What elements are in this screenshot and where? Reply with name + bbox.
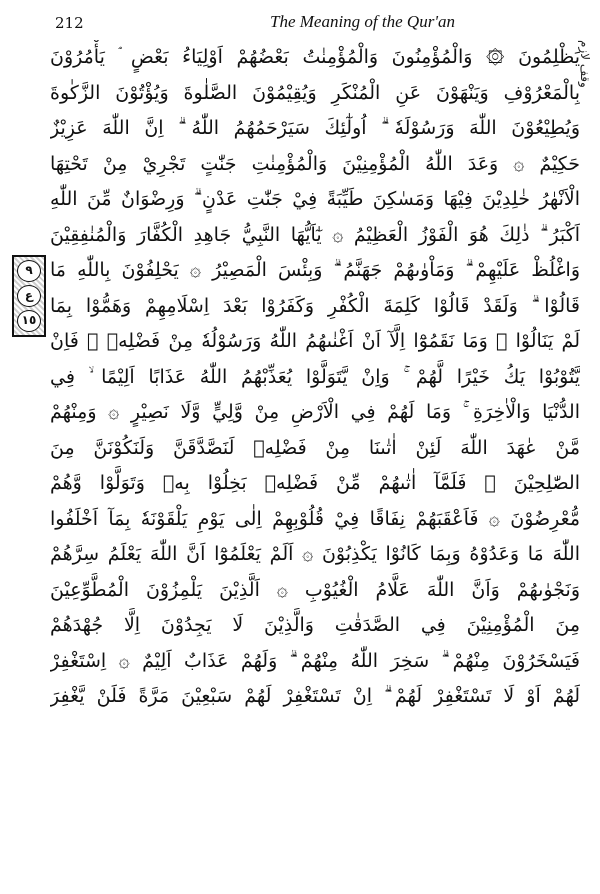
text-line: وَنَجْوٰىهُمْ وَاَنَّ اللّٰهَ عَلَّامُ الْغُيُوْبِ ۞ اَلَّذِيْنَ يَلْمِزُوْنَ الْمُطَّوِّعِيْنَ — [50, 578, 580, 601]
arabic-text-block — [50, 40, 580, 715]
page-number: 212 — [55, 14, 84, 32]
ruku-marker-verse-count: ٩ — [17, 260, 41, 282]
text-line: حَكِيْمٌ ۞ وَعَدَ اللّٰهُ الْمُؤْمِنِيْنَ وَالْمُؤْمِنٰتِ جَنّٰتٍ تَجْرِيْ مِنْ تَحْتِهَا — [50, 152, 580, 175]
text-line: اللّٰهَ مَا وَعَدُوْهُ وَبِمَا كَانُوْا يَكْذِبُوْنَ ۞ اَلَمْ يَعْلَمُوْٓا اَنَّ اللّٰهَ يَعْلَمُ سِرَّهُمْ — [50, 543, 580, 565]
text-line: الْاَنْهٰرُ خٰلِدِيْنَ فِيْهَا وَمَسٰكِنَ طَيِّبَةً فِيْ جَنّٰتِ عَدْنٍ ۗ وَرِضْوَانٌ مِّنَ اللّٰهِ — [50, 188, 580, 210]
text-line: مُّعْرِضُوْنَ ۞ فَاَعْقَبَهُمْ نِفَاقًا فِيْ قُلُوْبِهِمْ اِلٰى يَوْمِ يَلْقَوْنَهٗ بِمَآ اَخْلَفُوا — [50, 507, 580, 530]
margin-note-waqf: وقف لازم — [578, 40, 592, 88]
text-line: فَيَسْخَرُوْنَ مِنْهُمْ ۗ سَخِرَ اللّٰهُ مِنْهُمْ ۗ وَلَهُمْ عَذَابٌ اَلِيْمٌ ۞ اِسْتَغْفِرْ — [50, 649, 580, 672]
ruku-marker-ain: ع — [17, 285, 41, 307]
ruku-marker — [12, 255, 46, 337]
text-line: مِنَ الْمُؤْمِنِيْنَ فِي الصَّدَقٰتِ وَالَّذِيْنَ لَا يَجِدُوْنَ اِلَّا جُهْدَهُمْ — [50, 614, 580, 636]
text-line: اَكْبَرُ ۗ ذٰلِكَ هُوَ الْفَوْزُ الْعَظِيْمُ ۞ يٰٓاَيُّهَا النَّبِيُّ جَاهِدِ الْكُفَّارَ وَالْمُنٰفِقِيْنَ — [50, 223, 580, 246]
text-line: لَهُمْ اَوْ لَا تَسْتَغْفِرْ لَهُمْ ۗ اِنْ تَسْتَغْفِرْ لَهُمْ سَبْعِيْنَ مَرَّةً فَلَنْ يَّغْفِرَ — [50, 685, 580, 707]
page-header — [0, 0, 600, 40]
text-line: وَاغْلُظْ عَلَيْهِمْ ۗ وَمَاْوٰىهُمْ جَهَنَّمُ ۗ وَبِئْسَ الْمَصِيْرُ ۞ يَحْلِفُوْنَ بِاللّٰهِ مَا — [50, 259, 580, 281]
text-line: وَيُطِيْعُوْنَ اللّٰهَ وَرَسُوْلَهٗ ۗ اُولٰٓئِكَ سَيَرْحَمُهُمُ اللّٰهُ ۗ اِنَّ اللّٰهَ عَزِيْزٌ — [50, 117, 580, 139]
text-line: بِالْمَعْرُوْفِ وَيَنْهَوْنَ عَنِ الْمُنْكَرِ وَيُقِيْمُوْنَ الصَّلٰوةَ وَيُؤْتُوْنَ الزَّكٰوةَ — [50, 81, 580, 104]
ruku-marker-ruku-number: ١٥ — [17, 310, 41, 332]
text-line: الصّٰلِحِيْنَ ۞ فَلَمَّآ اٰتٰىهُمْ مِّنْ فَضْلِهٖ بَخِلُوْا بِهٖ وَتَوَلَّوْا وَّهُمْ — [50, 472, 580, 494]
text-line: قَالُوْا ۗ وَلَقَدْ قَالُوْا كَلِمَةَ الْكُفْرِ وَكَفَرُوْا بَعْدَ اِسْلَامِهِمْ وَهَمُّوْا بِمَا — [50, 294, 580, 317]
text-line: لَمْ يَنَالُوْا ۚ وَمَا نَقَمُوْٓا اِلَّآ اَنْ اَغْنٰىهُمُ اللّٰهُ وَرَسُوْلُهٗ مِنْ فَضْلِهٖ ۚ فَاِنْ — [50, 330, 580, 352]
text-line: يَظْلِمُونَ ۞ وَالْمُؤْمِنُونَ وَالْمُؤْمِنٰتُ بَعْضُهُمْ اَوْلِيَاءُ بَعْضٍ ۘ يَأْمُرُوْنَ — [50, 46, 580, 68]
text-line: الدُّنْيَا وَالْاٰخِرَةِ ۚ وَمَا لَهُمْ فِي الْاَرْضِ مِنْ وَّلِيٍّ وَّلَا نَصِيْرٍ ۞ وَمِنْهُمْ — [50, 401, 580, 423]
text-line: مَّنْ عٰهَدَ اللّٰهَ لَئِنْ اٰتٰىنَا مِنْ فَضْلِهٖ لَنَصَّدَّقَنَّ وَلَنَكُوْنَنَّ مِنَ — [50, 436, 580, 459]
text-line: يَّتُوْبُوْا يَكُ خَيْرًا لَّهُمْ ۚ وَاِنْ يَّتَوَلَّوْا يُعَذِّبْهُمُ اللّٰهُ عَذَابًا اَلِيْمًا ۙ فِي — [50, 365, 580, 388]
running-title: The Meaning of the Qur'an — [270, 12, 455, 31]
